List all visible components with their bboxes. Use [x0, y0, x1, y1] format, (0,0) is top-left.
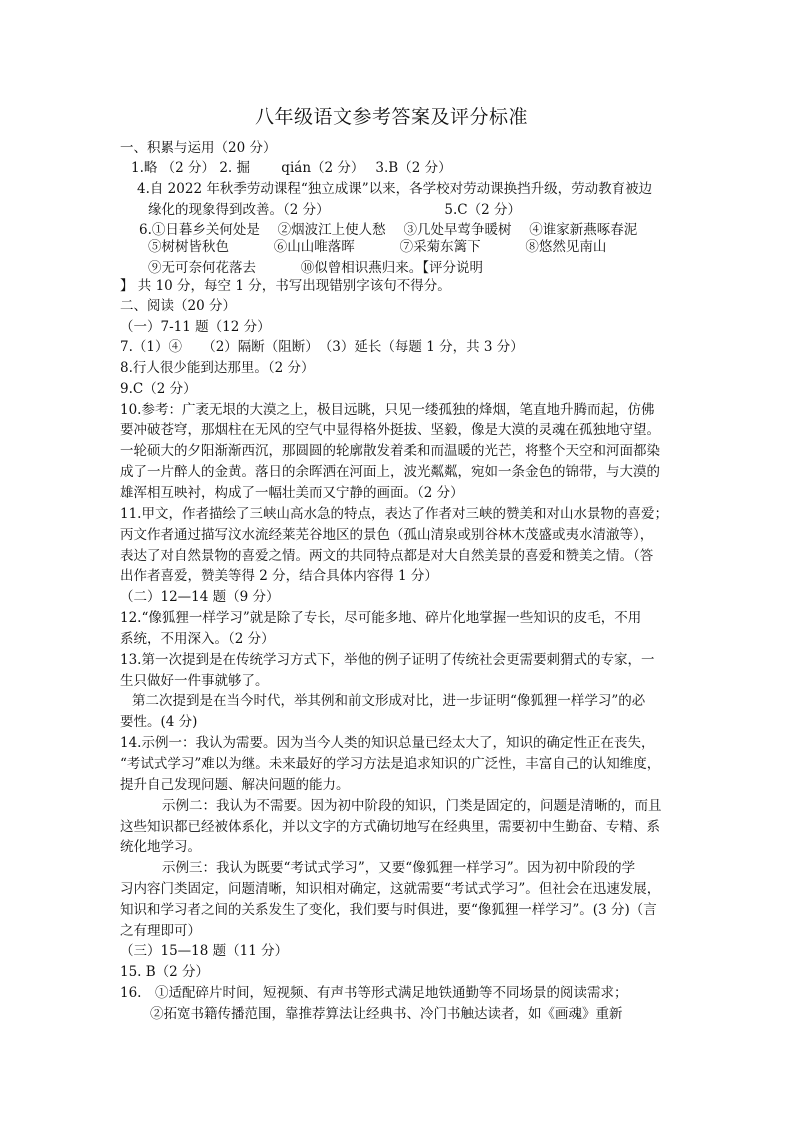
answer-line: 统化地学习。 — [120, 839, 201, 855]
answer-line: 系统，不用深入。（2 分） — [120, 631, 275, 647]
answer-line: 10.参考：广袤无垠的大漠之上，极目远眺，只见一缕孤独的烽烟，笔直地升腾而起，仿佛 — [120, 402, 655, 418]
answer-line: 之有理即可） — [120, 923, 201, 939]
section-heading-2: 二、阅读（20 分） — [120, 298, 236, 314]
subsection-heading: （三）15—18 题（11 分） — [120, 943, 289, 959]
answer-line: 1.略 （2 分） 2. 掘 qián（2 分） 3.B（2 分） — [131, 160, 452, 176]
answer-line: 12.“像狐狸一样学习”就是除了专长，尽可能多地、碎片化地掌握一些知识的皮毛，不用 — [120, 610, 642, 626]
answer-line: ⑤树树皆秋色 ⑥山山唯落晖 ⑦采菊东篱下 ⑧悠然见南山 — [148, 239, 607, 255]
page-title: 八年级语文参考答案及评分标准 — [254, 106, 528, 128]
answer-line: 知识和学习者之间的关系发生了变化，我们要与时俱进，要“像狐狸一样学习”。(3 分)（言 — [120, 902, 657, 918]
answer-line: 这些知识都已经被体系化，并以文字的方式确切地写在经典里，需要初中生勤奋、专精、系 — [120, 819, 660, 835]
answer-line: 9.C（2 分） — [120, 381, 197, 397]
answer-line: 表达了对自然景物的喜爱之情。两文的共同特点都是对大自然美景的喜爱和赞美之情。（答 — [120, 548, 654, 564]
answer-line: ⑨无可奈何花落去 ⑩似曾相识燕归来。【评分说明 — [148, 260, 484, 276]
section-heading-1: 一、积累与运用（20 分） — [120, 140, 277, 156]
answer-line: 11.甲文，作者描绘了三峡山高水急的特点，表达了作者对三峡的赞美和对山水景物的喜爱； — [120, 506, 668, 522]
answer-line: “考试式学习”难以为继。未来最好的学习方法是追求知识的广泛性，丰富自己的认知维度， — [120, 756, 661, 772]
answer-line: 生只做好一件事就够了。 — [120, 673, 269, 689]
answer-line: 13.第一次提到是在传统学习方式下，举他的例子证明了传统社会更需要刺猬式的专家，一 — [120, 652, 655, 668]
answer-line: 丙文作者通过描写汶水流经莱芜谷地区的景色（孤山清泉或别谷林木茂盛或夷水清澈等）， — [120, 527, 654, 543]
answer-line: 16. ①适配碎片时间，短视频、有声书等形式满足地铁通勤等不同场景的阅读需求； — [120, 985, 628, 1001]
answer-line: 】 共 10 分，每空 1 分，书写出现错别字该句不得分。 — [120, 278, 451, 294]
answer-line: 第二次提到是在当今时代，举其例和前文形成对比，进一步证明“像狐狸一样学习”的必 — [132, 693, 646, 709]
answer-line: 缘化的现象得到改善。（2 分） 5.C（2 分） — [148, 202, 521, 218]
answer-line: 示例二：我认为不需要。因为初中阶段的知识，门类是固定的，问题是清晰的，而且 — [162, 798, 662, 814]
answer-line: 要冲破苍穹，那烟柱在无风的空气中显得格外挺拔、坚毅，像是大漠的灵魂在孤独地守望。 — [120, 422, 660, 438]
subsection-heading: （二）12—14 题（9 分） — [120, 589, 280, 605]
answer-line: 提升自己发现问题、解决问题的能力。 — [120, 777, 350, 793]
answer-line: 雄浑相互映衬，构成了一幅壮美而又宁静的画面。（2 分） — [120, 485, 464, 501]
subsection-heading: （一）7-11 题（12 分） — [120, 319, 271, 335]
answer-line: 4.自 2022 年秋季劳动课程“独立成课”以来，各学校对劳动课换挡升级，劳动教育被边 — [137, 181, 653, 197]
answer-line: 7.（1）④ （2）隔断（阻断） （3）延长（每题 1 分，共 3 分） — [120, 339, 524, 355]
answer-line: 要性。(4 分) — [120, 714, 198, 730]
answer-line: 6.①日暮乡关何处是 ②烟波江上使人愁 ③几处早莺争暖树 ④谁家新燕啄春泥 — [139, 222, 638, 238]
answer-line: 8.行人很少能到达那里。（2 分） — [120, 360, 315, 376]
answer-line: 一轮硕大的夕阳渐渐西沉，那圆圆的轮廓散发着柔和而温暖的光芒，将整个天空和河面都染 — [120, 443, 660, 459]
answer-line: 15. B（2 分） — [120, 964, 210, 980]
answer-line: 出作者喜爱，赞美等得 2 分，结合具体内容得 1 分） — [120, 568, 438, 584]
answer-line: 示例三：我认为既要“考试式学习”，又要“像狐狸一样学习”。因为初中阶段的学 — [162, 860, 636, 876]
answer-line: ②拓宽书籍传播范围，靠推荐算法让经典书、冷门书触达读者，如《画魂》重新 — [150, 1006, 623, 1022]
answer-line: 14.示例一：我认为需要。因为当今人类的知识总量已经太大了，知识的确定性正在丧失， — [120, 735, 655, 751]
answer-line: 习内容门类固定，问题清晰，知识相对确定，这就需要“考试式学习”。但社会在迅速发展， — [120, 881, 661, 897]
answer-line: 成了一片醉人的金黄。落日的余晖洒在河面上，波光粼粼，宛如一条金色的锦带，与大漠的 — [120, 464, 660, 480]
